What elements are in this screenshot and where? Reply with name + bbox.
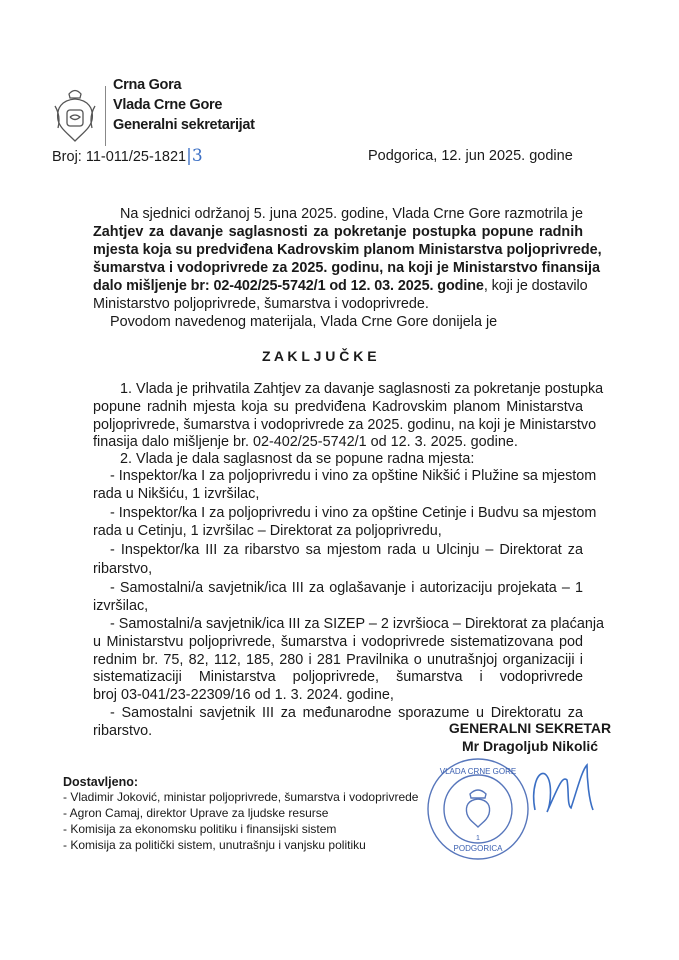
- signatory-name: Mr Dragoljub Nikolić: [461, 738, 599, 754]
- conclusion-line: 1. Vlada je prihvatila Zahtjev za davanje saglasnosti za pokretanje postupka: [120, 381, 604, 397]
- header-divider: [105, 86, 106, 146]
- distribution-item: - Komisija za politički sistem, unutrašnju i vanjsku politiku: [63, 838, 366, 852]
- header-office: Generalni sekretarijat: [113, 117, 255, 133]
- conclusion-line: rada u Nikšiću, 1 izvršilac,: [93, 486, 260, 502]
- handwritten-signature: [527, 760, 602, 820]
- reference-number: [52, 146, 203, 166]
- distribution-item: - Agron Camaj, direktor Uprave za ljudske resurse: [63, 806, 329, 820]
- conclusion-line: poljoprivrede, šumarstva i vodoprivrede za 2025. godinu, na koji je Ministarstvo: [93, 417, 597, 433]
- conclusion-line: - Inspektor/ka I za poljoprivredu i vino za opštine Cetinje i Budvu sa mjestom: [110, 505, 597, 521]
- conclusion-line: - Samostalni savjetnik III za međunarodne sporazume u Direktoratu za: [110, 705, 583, 721]
- conclusion-line: popune radnih mjesta koja su predviđena Kadrovskim planom Ministarstva: [93, 399, 583, 415]
- conclusion-line: - Inspektor/ka III za ribarstvo sa mjestom rada u Ulcinju – Direktorat za: [110, 542, 583, 558]
- distribution-item: - Komisija za ekonomsku politiku i finansijski sistem: [63, 822, 337, 836]
- intro-line-rest: , koji je dostavilo: [483, 278, 588, 294]
- conclusion-line: rada u Cetinju, 1 izvršilac – Direktorat za poljoprivredu,: [93, 523, 442, 539]
- intro-opinion-ref: dalo mišljenje br: 02-402/25-5742/1 od 12. 03. 2025. godine: [93, 278, 484, 294]
- svg-text:PODGORICA: PODGORICA: [453, 844, 503, 853]
- document-title: Z A K L J U Č K E: [262, 348, 377, 364]
- conclusion-line: rednim br. 75, 82, 112, 185, 280 i 281 Pravilnika o unutrašnjoj organizaciji i: [93, 652, 583, 668]
- distribution-label: Dostavljeno:: [63, 775, 139, 789]
- conclusion-line: - Inspektor/ka I za poljoprivredu i vino za opštine Nikšić i Plužine sa mjestom: [110, 468, 597, 484]
- intro-line: Ministarstvo poljoprivrede, šumarstva i vodoprivrede.: [93, 296, 429, 312]
- conclusion-line: ribarstvo.: [93, 723, 153, 739]
- handwritten-suffix: |3: [186, 146, 203, 166]
- distribution-item: - Vladimir Joković, ministar poljoprivrede, šumarstva i vodoprivrede: [63, 790, 419, 804]
- header-government: Vlada Crne Gore: [113, 97, 223, 113]
- coat-of-arms-icon: [52, 86, 98, 146]
- conclusion-line: u Ministarstvu poljoprivrede, šumarstva i vodoprivrede sistematizovana pod: [93, 634, 583, 650]
- conclusion-line: sistematizaciji Ministarstva poljoprivrede, šumarstva i vodoprivrede: [93, 669, 583, 685]
- header-country: Crna Gora: [113, 77, 182, 93]
- conclusion-line: finasija dalo mišljenje br. 02-402/25-5742/1 od 12. 3. 2025. godine.: [93, 434, 518, 450]
- official-stamp-icon: [423, 754, 533, 864]
- intro-line: Zahtjev za davanje saglasnosti za pokretanje postupka popune radnih: [93, 224, 583, 240]
- conclusion-line: - Samostalni/a savjetnik/ica III za SIZEP – 2 izvršioca – Direktorat za plaćanja: [110, 616, 605, 632]
- place-date: Podgorica, 12. jun 2025. godine: [368, 148, 573, 164]
- intro-line: [93, 278, 588, 294]
- svg-text:1: 1: [476, 835, 480, 842]
- conclusion-line: broj 03-041/23-22309/16 od 1. 3. 2024. godine,: [93, 687, 394, 703]
- intro-line: Povodom navedenog materijala, Vlada Crne Gore donijela je: [110, 314, 498, 330]
- conclusion-line: ribarstvo,: [93, 561, 153, 577]
- intro-line: mjesta koja su predviđena Kadrovskim planom Ministarstva poljoprivrede,: [93, 242, 602, 258]
- conclusion-line: izvršilac,: [93, 598, 149, 614]
- intro-line: Na sjednici održanoj 5. juna 2025. godine, Vlada Crne Gore razmotrila je: [120, 206, 583, 222]
- conclusion-line: 2. Vlada je dala saglasnost da se popune radna mjesta:: [120, 451, 475, 467]
- stamp-ring-text: VLADA CRNE GORE: [439, 767, 517, 776]
- intro-line: šumarstva i vodoprivrede za 2025. godinu, na koji je Ministarstvo finansija: [93, 260, 601, 276]
- reference-number-text: Broj: 11-011/25-1821: [52, 149, 187, 165]
- signatory-title: GENERALNI SEKRETAR: [448, 720, 612, 736]
- conclusion-line: - Samostalni/a savjetnik/ica III za oglašavanje i autorizaciju projekata – 1: [110, 580, 583, 596]
